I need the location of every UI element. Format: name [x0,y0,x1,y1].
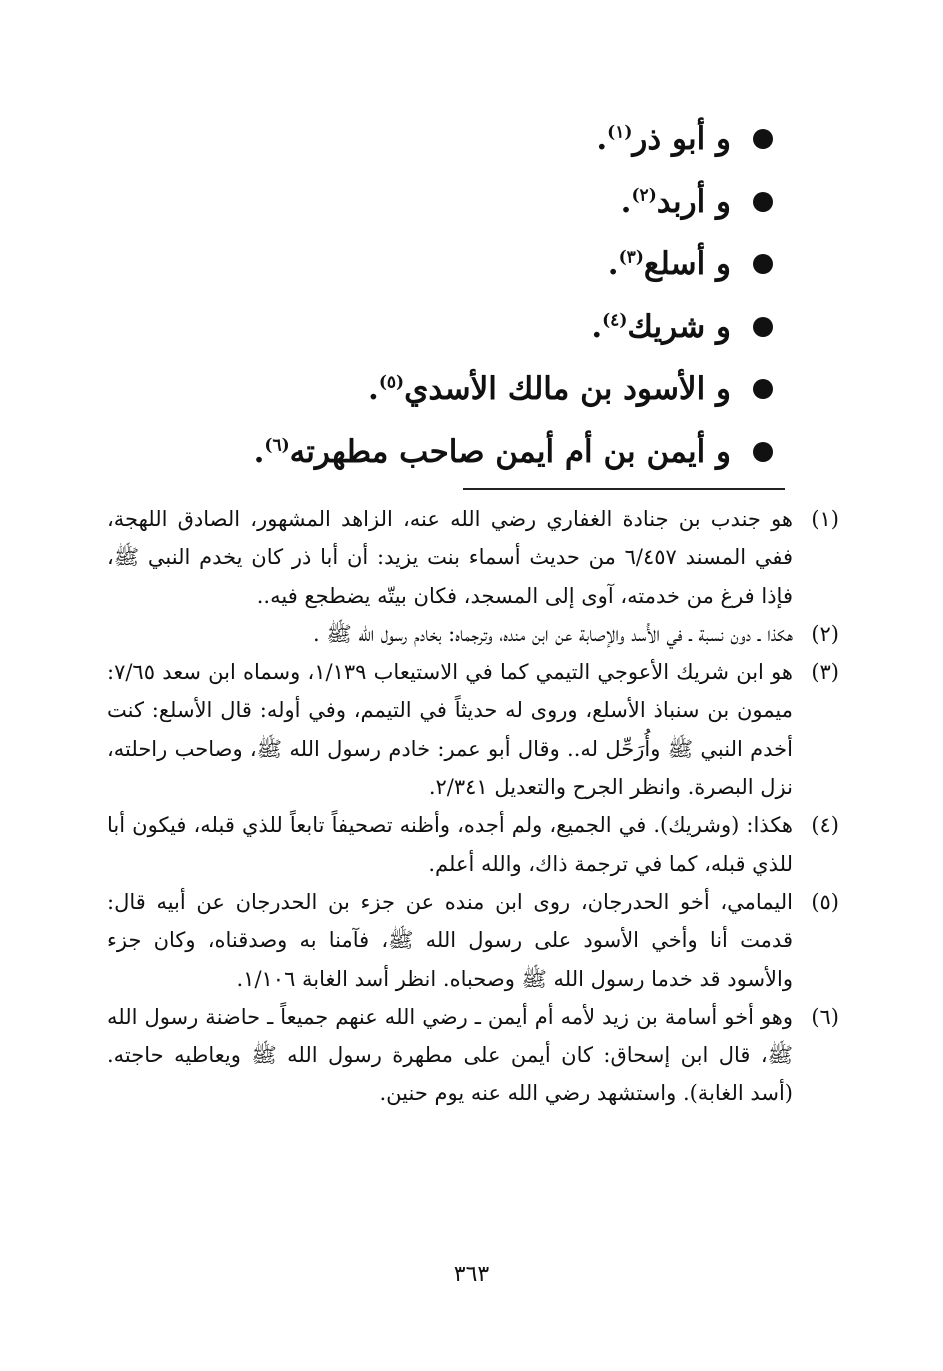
footnote [107,615,839,653]
footnote-number: (٢) [811,621,839,646]
footnote-text: وهو أخو أسامة بن زيد لأمه أم أيمن ـ رضي الله عنهم جميعاً ـ حاضنة رسول الله ﷺ، قال ابن إسحاق: كان أيمن على مطهرة رسول الله ﷺ ويعاطيه حاجته. (أسد الغابة). واستشهد رضي الله عنه يوم حنين. [107,1004,793,1106]
list-item [153,233,773,296]
bullet-dot-icon [753,442,773,462]
bullet-text: و أيمن بن أم أيمن صاحب مطهرته$^{(٦)}$. [253,433,731,470]
footnote-ref[interactable]: (٥) [378,372,405,393]
bullet-list [153,108,773,483]
footnote-number: (١) [811,507,839,531]
list-item [153,108,773,171]
footnote-divider [463,488,785,490]
bullet-text: و شريك$^{(٤)}$. [591,308,731,345]
bullet-dot-icon [753,317,773,337]
footnote [107,998,839,1113]
bullet-text: و أربد$^{(٢)}$. [620,183,731,220]
footnote-number: (٥) [811,889,839,914]
footnote-ref[interactable]: (١) [607,122,633,143]
footnote-text: اليمامي، أخو الحدرجان، روى ابن منده عن جزء بن الحدرجان عن أبيه قال: قدمت أنا وأخي الأسود على رسول الله ﷺ، فآمنا به وصدقناه، وكان جزء والأسود قد خدما رسول الله ﷺ وصحباه. انظر أسد الغابة ١/١٠٦. [107,889,793,991]
list-item [153,358,773,421]
bullet-dot-icon [753,379,773,399]
footnote-number: (٤) [811,813,839,838]
footnote [107,653,839,806]
footnote [107,500,839,615]
footnote-ref[interactable]: (٦) [264,435,290,456]
footnote-ref[interactable]: (٣) [618,247,644,268]
footnote [107,883,839,998]
footnote-ref[interactable]: (٤) [602,310,628,331]
footnote-number: (٣) [811,660,839,685]
bullet-dot-icon [753,192,773,212]
footnote-text: هكذا: (وشريك). في الجميع، ولم أجده، وأظنه تصحيفاً تابعاً للذي قبله، فيكون أبا للذي قبله، كما في ترجمة ذاك، والله أعلم. [107,813,793,876]
page-number: ٣٦٣ [453,1262,490,1287]
footnote-text: هو ابن شريك الأعوجي التيمي كما في الاستيعاب ١/١٣٩، وسماه ابن سعد ٧/٦٥: ميمون بن سنباذ الأسلع، وروى له حديثاً في التيمم، وفي أوله: قال الأسلع: كنت أخدم النبي ﷺ وأُرَحِّل له.. وقال أبو عمر: خادم رسول الله ﷺ، وصاحب راحلته، نزل البصرة. وانظر الجرح والتعديل ٢/٣٤١. [107,660,793,800]
bullet-text: و أبو ذر$^{(١)}$. [596,121,731,158]
list-item [153,171,773,234]
bullet-text: و الأسود بن مالك الأسدي$^{(٥)}$. [368,371,731,408]
list-item [153,421,773,484]
bullet-dot-icon [753,254,773,274]
bullet-dot-icon [753,129,773,149]
footnote-text: هو جندب بن جنادة الغفاري رضي الله عنه، الزاهد المشهور، الصادق اللهجة، ففي المسند ٦/٤٥٧ من حديث أسماء بنت يزيد: أن أبا ذر كان يخدم النبي ﷺ، فإذا فرغ من خدمته، آوى إلى المسجد، فكان بيتّه يضطجع فيه.. [107,507,793,608]
footnotes-list [107,500,839,1113]
bullet-text: و أسلع$^{(٣)}$. [607,246,731,283]
list-item [153,296,773,359]
footnote-number: (٦) [811,1004,839,1029]
footnote-ref[interactable]: (٢) [631,185,657,206]
footnote-text: هكذا ـ دون نسبة ـ في الأُسد والإصابة عن ابن منده، وترجماه: بخادم رسول الله ﷺ . [313,621,793,646]
footnote [107,806,839,883]
